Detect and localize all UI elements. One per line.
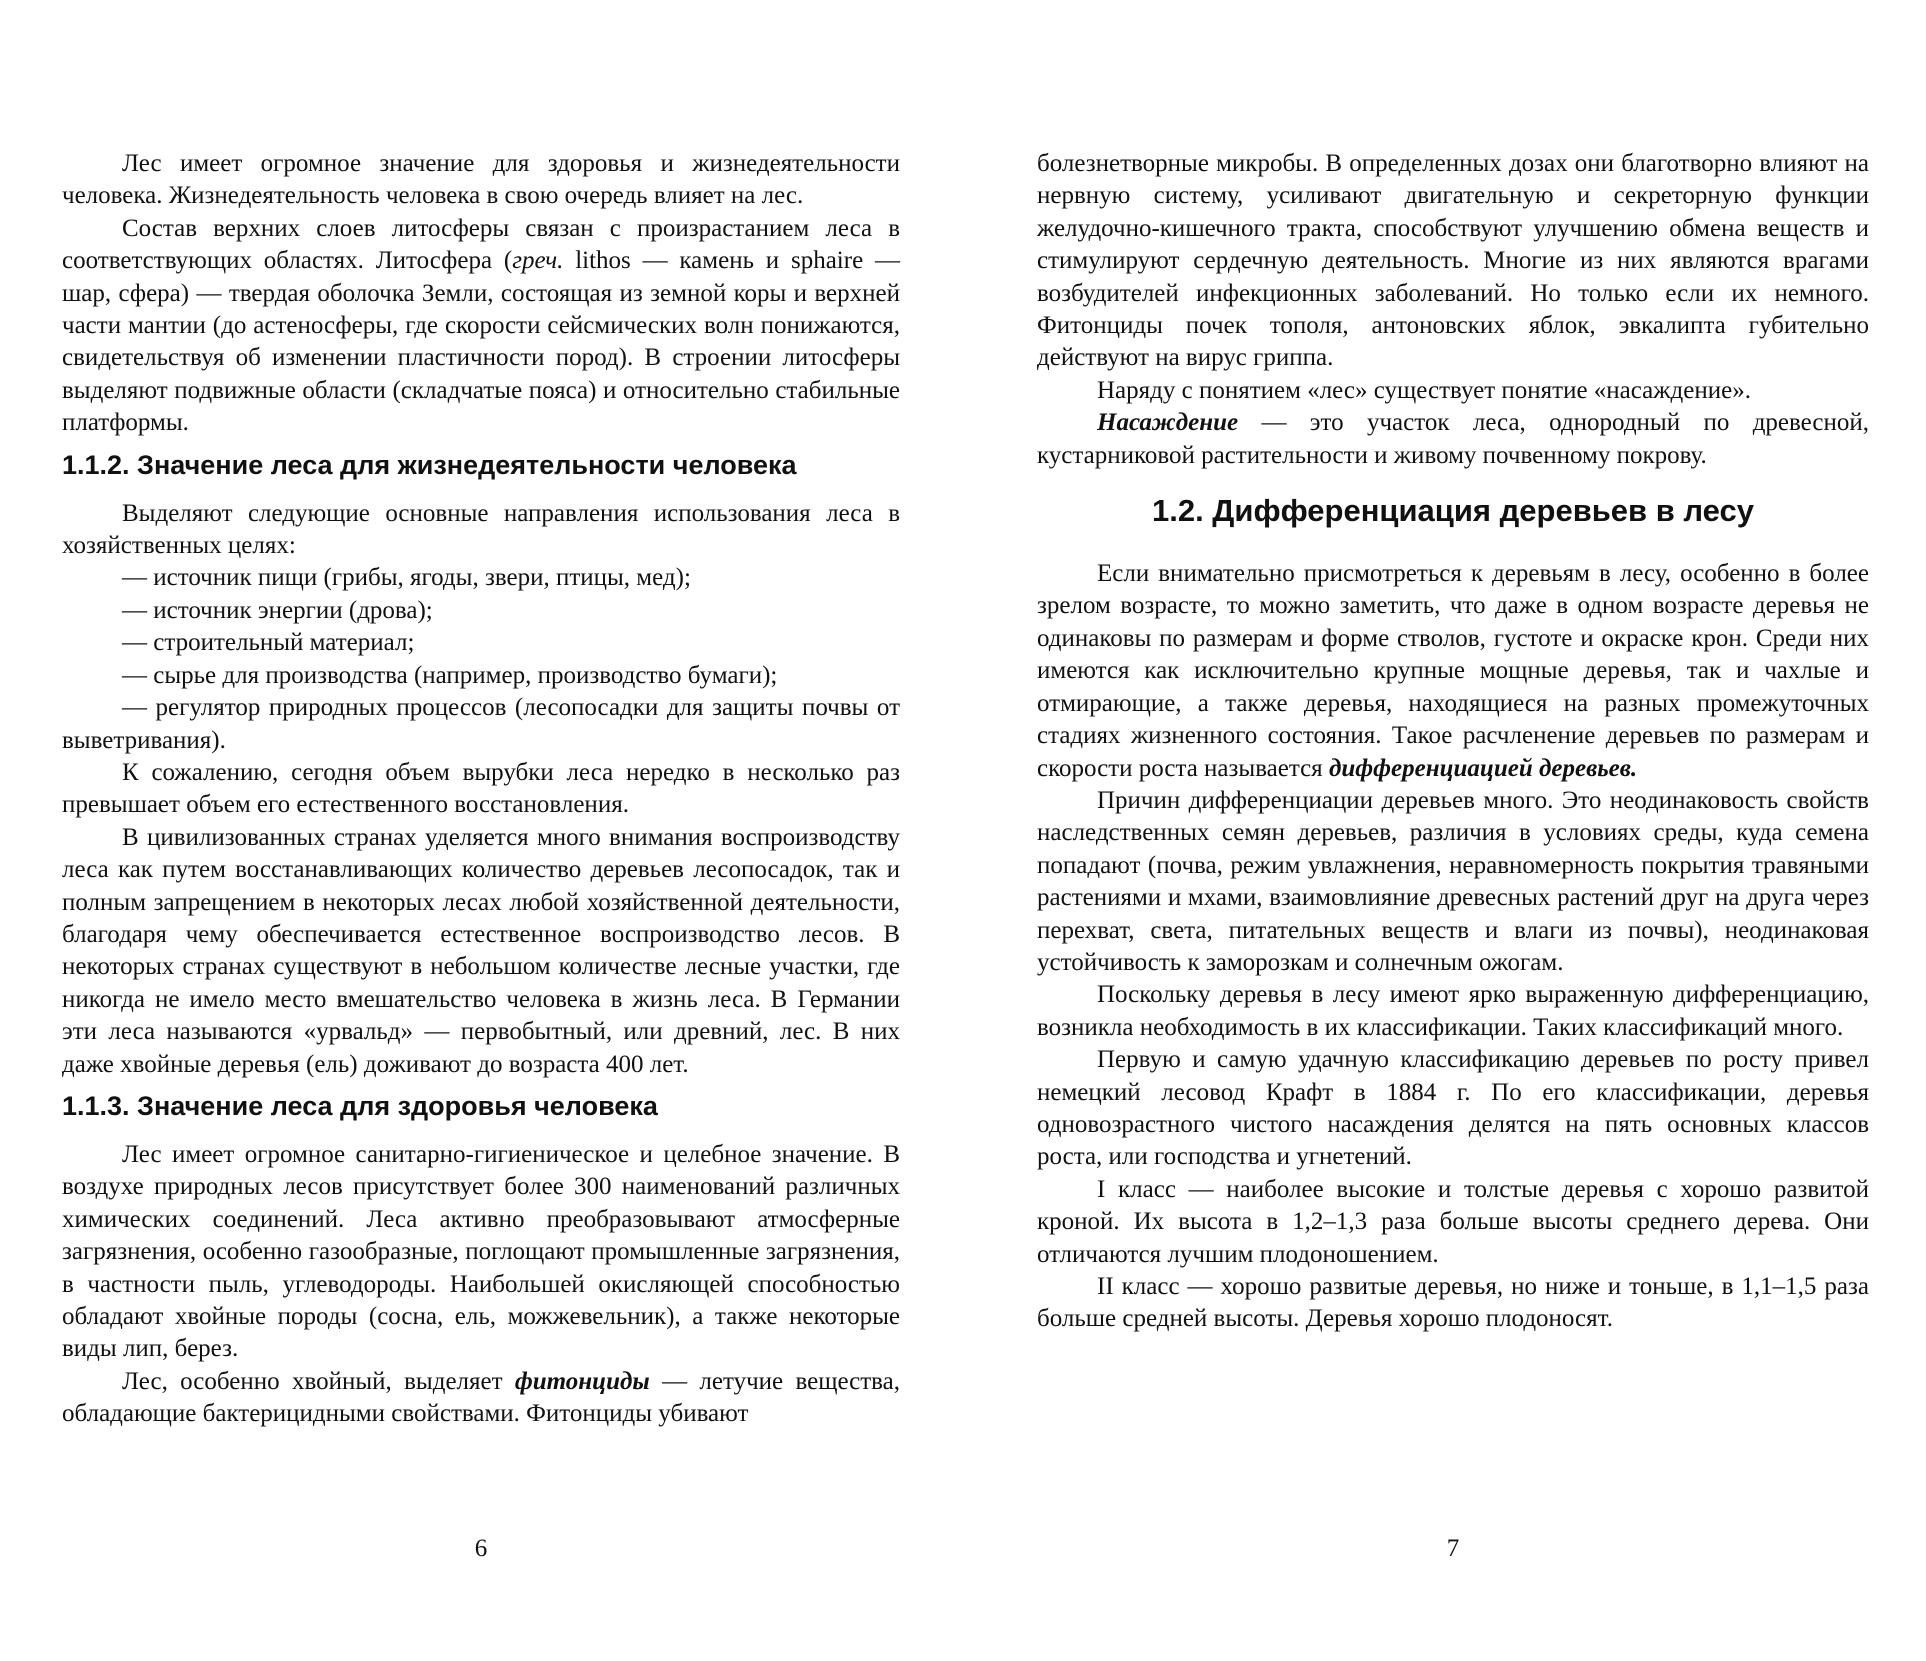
section-heading-1-2: 1.2. Дифференциация деревьев в лесу [1151, 493, 1754, 529]
paragraph: Выделяют следующие основные направления использования леса в хозяйственных целях: [62, 499, 900, 560]
paragraph-differentiation [1037, 558, 1869, 785]
paragraph-lithosphere [62, 213, 900, 440]
paragraph-definition [1037, 407, 1869, 472]
paragraph: Наряду с понятием «лес» существует понятие «насаждение». [1097, 376, 1751, 404]
paragraph: Лес имеет огромное санитарно-гигиеническое и целебное значение. В воздухе природных лесов присутствует более 300 наименований различных химических соединений. Леса активно преобразовывают атмосферные загрязнения, особенно газообразные, поглощают промышленные загрязнения, в частности пыль, углеводороды. Наибольшей окисляющей способностью обладают хвойные породы (сосна, ель, можжевельник), а также некоторые виды лип, берез. [62, 1140, 900, 1363]
section-heading-1-1-3: 1.1.3. Значение леса для здоровья человека [62, 1090, 658, 1121]
right-page [1037, 0, 1869, 1661]
list-item: — источник энергии (дрова); [122, 596, 433, 624]
text-fragment: Если внимательно присмотреться к деревьям в лесу, особенно в более зрелом возрасте, то можно заметить, что даже в одном возрасте деревья не одинаковы по размерам и форме стволов, густоте и окраске крон. Среди них имеются как исключительно крупные мощные деревья, так и чахлые и отмирающие, а также деревья, находящиеся на разных промежуточных стадиях жизненного состояния. Такое расчленение деревьев по размерам и скорости роста называется [1037, 560, 1869, 782]
page-number: 6 [474, 1535, 488, 1562]
list-item: — сырье для производства (например, производство бумаги); [122, 661, 778, 689]
paragraph: Лес имеет огромное значение для здоровья и жизнедеятельности человека. Жизнедеятельность человека в свою очередь влияет на лес. [62, 150, 900, 210]
left-page [62, 0, 900, 1661]
paragraph: Первую и самую удачную классификацию деревьев по росту привел немецкий лесовод Крафт в 1884 г. По его классификации, деревья одновозрастного чистого насаждения делятся на пять основных классов роста, или господства и угнетений. [1037, 1046, 1869, 1171]
text-fragment: lithos — камень и sphaire — шар, сфера) — твердая оболочка Земли, состоящая из земной коры и верхней части мантии (до астеносферы, где скорости сейсмических волн понижаются, свидетельствуя об изменении пластичности пород). В строении литосферы выделяют подвижные области (складчатые пояса) и относительно стабильные платформы. [62, 247, 900, 437]
paragraph-class-1: I класс — наиболее высокие и толстые деревья с хорошо развитой кроной. Их высота в 1,2–1,3 раза больше высоты среднего дерева. Они отличаются лучшим плодоношением. [1037, 1175, 1869, 1268]
list-item: — регулятор природных процессов (лесопосадки для защиты почвы от выветривания). [62, 694, 900, 754]
term-differentiation: дифференциацией деревьев. [1328, 754, 1638, 782]
section-heading-1-1-2: 1.1.2. Значение леса для жизнедеятельности человека [62, 449, 797, 480]
greek-abbrev: греч. [512, 247, 564, 275]
paragraph: В цивилизованных странах уделяется много внимания воспроизводству леса как путем восстанавливающих количество деревьев лесопосадок, так и полным запрещением в некоторых лесах любой хозяйственной деятельности, благодаря чему обеспечивается естественное воспроизводство лесов. В некоторых странах существуют в небольшом количестве лесные участки, где никогда не имело место вмешательство человека в жизнь леса. В Германии эти леса называются «урвальд» — первобытный, или древний, лес. В них даже хвойные деревья (ель) доживают до возраста 400 лет. [62, 823, 900, 1078]
page-number: 7 [1446, 1535, 1460, 1562]
paragraph-continued: болезнетворные микробы. В определенных дозах они благотворно влияют на нервную систему, усиливают двигательную и секреторную функции желудочно-кишечного тракта, способствуют улучшению обмена веществ и стимулируют сердечную деятельность. Многие из них являются врагами возбудителей инфекционных заболеваний. Но только если их немного. Фитонциды почек тополя, антоновских яблок, эвкалипта губительно действуют на вирус гриппа. [1037, 150, 1869, 372]
right-page-text [1037, 148, 1869, 1336]
text-fragment: Лес, особенно хвойный, выделяет [122, 1367, 515, 1395]
term-nasazhdenie: Насаждение [1097, 409, 1239, 437]
left-page-text [62, 148, 900, 1431]
paragraph-class-2: II класс — хорошо развитые деревья, но ниже и тоньше, в 1,1–1,5 раза больше средней высоты. Деревья хорошо плодоносят. [1037, 1273, 1869, 1333]
text-fragment: — это участок леса, однородный по древесной, кустарниковой растительности и живому почвенному покрову. [1037, 409, 1869, 469]
paragraph: Поскольку деревья в лесу имеют ярко выраженную дифференциацию, возникла необходимость в их классификации. Таких классификаций много. [1037, 981, 1869, 1041]
list-item: — источник пищи (грибы, ягоды, звери, птицы, мед); [122, 564, 691, 592]
paragraph: Причин дифференциации деревьев много. Это неодинаковость свойств наследственных семян деревьев, различия в условиях среды, куда семена попадают (почва, режим увлажнения, неравномерность покрытия травяными растениями и мхами, взаимовлияние древесных растений друг на друга через перехват, света, питательных веществ и влаги из почвы), неодинаковая устойчивость к заморозкам и солнечным ожогам. [1037, 786, 1869, 976]
text-fragment: Состав верхних слоев литосферы связан с произрастанием леса в соответствующих областях. Литосфера ( [62, 214, 900, 275]
paragraph-phytoncides [62, 1366, 900, 1431]
text-fragment: — летучие вещества, обладающие бактерицидными свойствами. Фитонциды убивают [62, 1367, 901, 1428]
paragraph: К сожалению, сегодня объем вырубки леса нередко в несколько раз превышает объем его естественного восстановления. [62, 758, 900, 819]
list-item: — строительный материал; [122, 629, 415, 657]
term-phytoncides: фитонциды [514, 1367, 650, 1395]
